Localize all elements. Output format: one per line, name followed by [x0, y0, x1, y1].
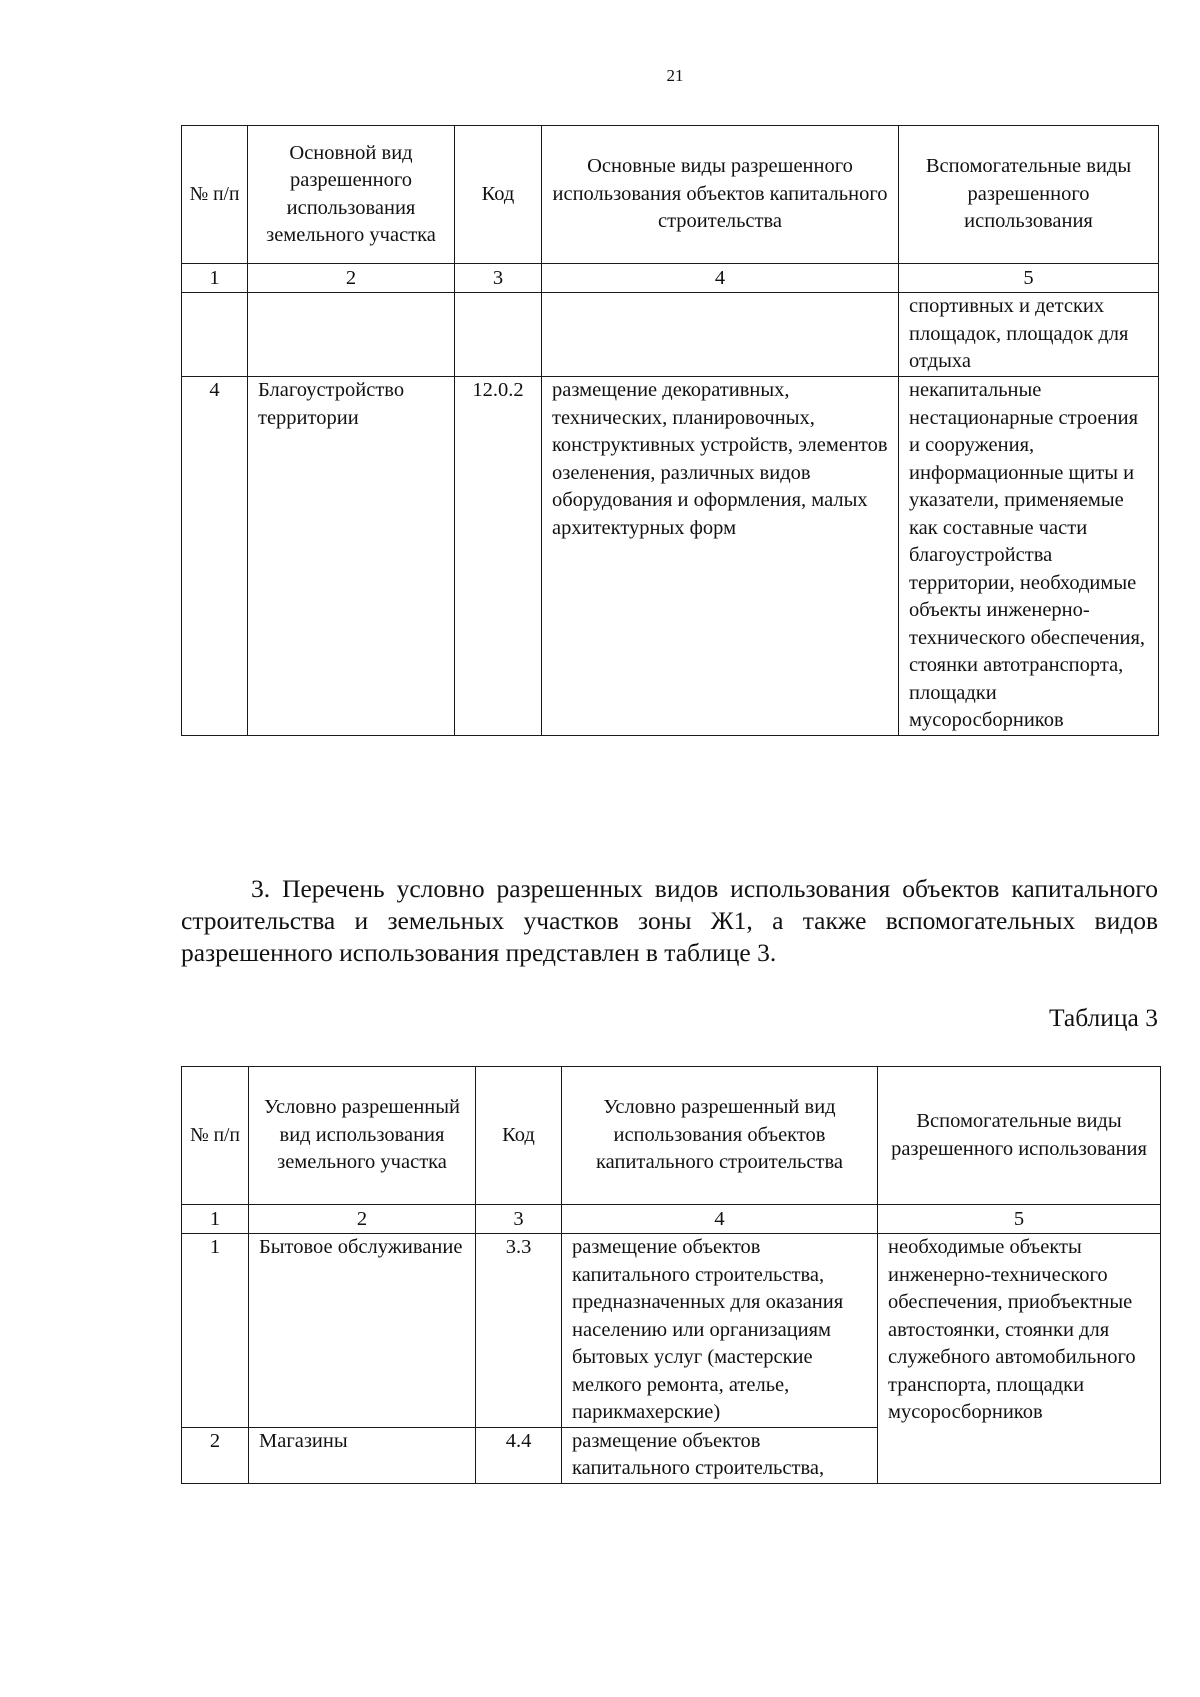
header-auxiliary: Вспомогательные виды разрешенного использования — [899, 126, 1159, 264]
column-number: 4 — [562, 1205, 878, 1234]
cell-land-use: Бытовое обслуживание — [249, 1234, 476, 1428]
cell-number: 4 — [182, 377, 248, 736]
page-number: 21 — [666, 66, 684, 85]
header-land-use: Условно разрешенный вид использования земельного участка — [249, 1067, 476, 1205]
header-code: Код — [476, 1067, 562, 1205]
header-number: № п/п — [182, 1067, 249, 1205]
cell-empty — [542, 293, 899, 377]
column-number: 2 — [248, 264, 455, 293]
column-number-row — [182, 1205, 1161, 1234]
cell-auxiliary: некапитальные нестационарные строения и сооружения, информационные щиты и указатели, применяемые как составные части благоустройства территории, необходимые объекты инженерно-технического обеспечения, стоянки автотранспорта, площадки мусоросборников — [899, 377, 1159, 736]
column-number: 2 — [249, 1205, 476, 1234]
cell-auxiliary: необходимые объекты инженерно-технического обеспечения, приобъектные автостоянки, стоянки для служебного автомобильного транспорта, площадки мусоросборников — [878, 1234, 1161, 1484]
cell-code: 3.3 — [476, 1234, 562, 1428]
table-row-continuation — [182, 293, 1159, 377]
cell-land-use: Магазины — [249, 1427, 476, 1483]
cell-empty — [182, 293, 248, 377]
header-capital-construction: Условно разрешенный вид использования объектов капитального строительства — [562, 1067, 878, 1205]
section-3-paragraph: 3. Перечень условно разрешенных видов использования объектов капитального строительства и земельных участков зоны Ж1, а также вспомогательных видов разрешенного использования представлен в таблице 3. — [181, 874, 1158, 967]
cell-description: размещение объектов капитального строительства, предназначенных для оказания населению или организациям бытовых услуг (мастерские мелкого ремонта, ателье, парикмахерские) — [562, 1234, 878, 1428]
table-row — [182, 377, 1159, 736]
cell-code: 12.0.2 — [455, 377, 542, 736]
cell-code: 4.4 — [476, 1427, 562, 1483]
cell-empty — [248, 293, 455, 377]
table-conditional-uses — [181, 1066, 1161, 1484]
column-number: 1 — [182, 264, 248, 293]
table-header-row — [182, 1067, 1161, 1205]
column-number-row — [182, 264, 1159, 293]
cell-empty — [455, 293, 542, 377]
table-row — [182, 1234, 1161, 1428]
cell-number: 2 — [182, 1427, 249, 1483]
header-number: № п/п — [182, 126, 248, 264]
header-capital-construction: Основные виды разрешенного использования объектов капитального строительства — [542, 126, 899, 264]
cell-land-use: Благоустройство территории — [248, 377, 455, 736]
column-number: 1 — [182, 1205, 249, 1234]
table-header-row — [182, 126, 1159, 264]
header-code: Код — [455, 126, 542, 264]
cell-number: 1 — [182, 1234, 249, 1428]
header-auxiliary: Вспомогательные виды разрешенного использования — [878, 1067, 1161, 1205]
column-number: 3 — [476, 1205, 562, 1234]
header-land-use: Основной вид разрешенного использования земельного участка — [248, 126, 455, 264]
table-caption: Таблица 3 — [1048, 1003, 1158, 1032]
column-number: 4 — [542, 264, 899, 293]
column-number: 5 — [899, 264, 1159, 293]
column-number: 5 — [878, 1205, 1161, 1234]
column-number: 3 — [455, 264, 542, 293]
table-permitted-uses — [181, 125, 1159, 736]
cell-auxiliary: спортивных и детских площадок, площадок для отдыха — [899, 293, 1159, 377]
cell-description: размещение декоративных, технических, планировочных, конструктивных устройств, элементов озеленения, различных видов оборудования и оформления, малых архитектурных форм — [542, 377, 899, 736]
cell-description: размещение объектов капитального строительства, — [562, 1427, 878, 1483]
